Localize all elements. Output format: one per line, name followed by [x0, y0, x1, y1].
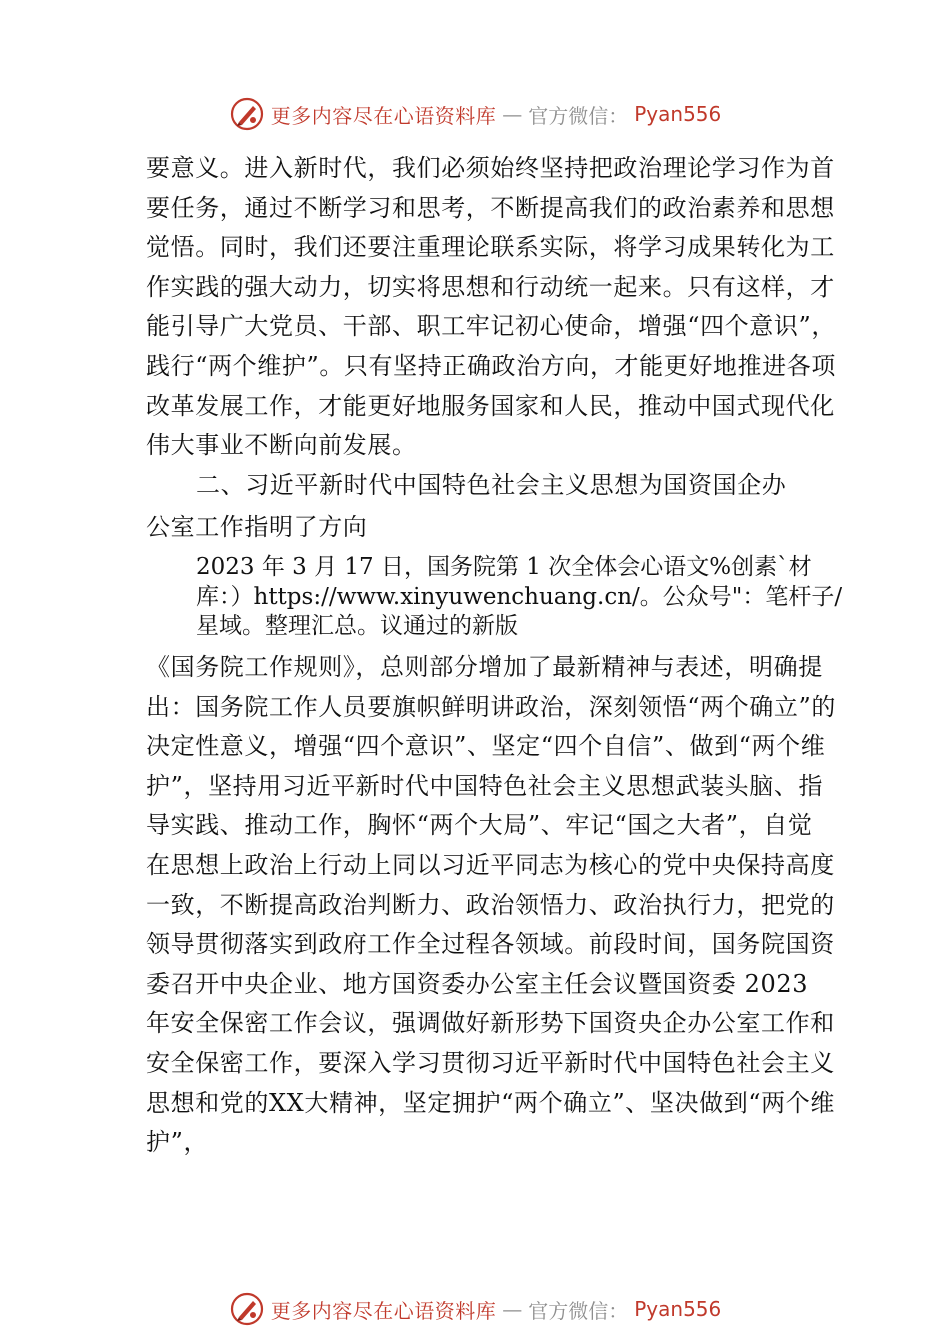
wechat-id: Pyan556: [634, 1297, 722, 1321]
wechat-label: 官方微信：: [528, 1298, 629, 1323]
header-banner: [0, 94, 950, 134]
pen-logo-icon: [229, 1291, 265, 1327]
body-paragraph-1: 要意义。进入新时代，我们必须始终坚持把政治理论学习作为首要任务，通过不断学习和思考，不断提高我们的政治素养和思想觉悟。同时，我们还要注重理论联系实际，将学习成果转化为工作实践的强大动力，切实将思想和行动统一起来。只有这样，才能引导广大党员、干部、职工牢记初心使命，增强“四个意识”，践行“两个维护”。只有坚持正确政治方向，才能更好地推进各项改革发展工作，才能更好地服务国家和人民，推动中国式现代化伟大事业不断向前发展。: [146, 154, 836, 460]
banner-separator: —: [502, 1297, 523, 1321]
wechat-id: Pyan556: [634, 102, 722, 126]
banner-separator: —: [502, 102, 523, 126]
wechat-label: 官方微信：: [528, 103, 629, 128]
section-heading-line-1: 二、习近平新时代中国特色社会主义思想为国资国企办: [196, 471, 787, 499]
library-name: 更多内容尽在心语资料库: [270, 1298, 497, 1323]
footer-banner: [0, 1289, 950, 1329]
library-name: 更多内容尽在心语资料库: [270, 103, 497, 128]
pen-logo-icon: [229, 96, 265, 132]
section-heading-line-2: 公室工作指明了方向: [146, 513, 368, 541]
body-paragraph-4: 《国务院工作规则》，总则部分增加了最新精神与表述，明确提出：国务院工作人员要旗帜鲜明讲政治，深刻领悟“两个确立”的决定性意义，增强“四个意识”、坚定“四个自信”、做到“两个维护”，坚持用习近平新时代中国特色社会主义思想武装头脑、指导实践、推动工作，胸怀“两个大局”、牢记“国之大者”，自觉在思想上政治上行动上同以习近平同志为核心的党中央保持高度一致，不断提高政治判断力、政治领悟力、政治执行力，把党的领导贯彻落实到政府工作全过程各领域。前段时间，国务院国资委召开中央企业、地方国资委办公室主任会议暨国资委 2023 年安全保密工作会议，强调做好新形势下国资央企办公室工作和安全保密工作，要深入学习贯彻习近平新时代中国特色社会主义思想和党的XX大精神，坚定拥护“两个确立”、坚决做到“两个维护”，: [146, 653, 836, 1157]
body-paragraph-3: 2023 年 3 月 17 日，国务院第 1 次全体会心语文%创素`材库：）https://www.xinyuwenchuang.cn/。公众号"：笔杆子/星域。整理汇总。议通过的新版: [196, 554, 843, 639]
